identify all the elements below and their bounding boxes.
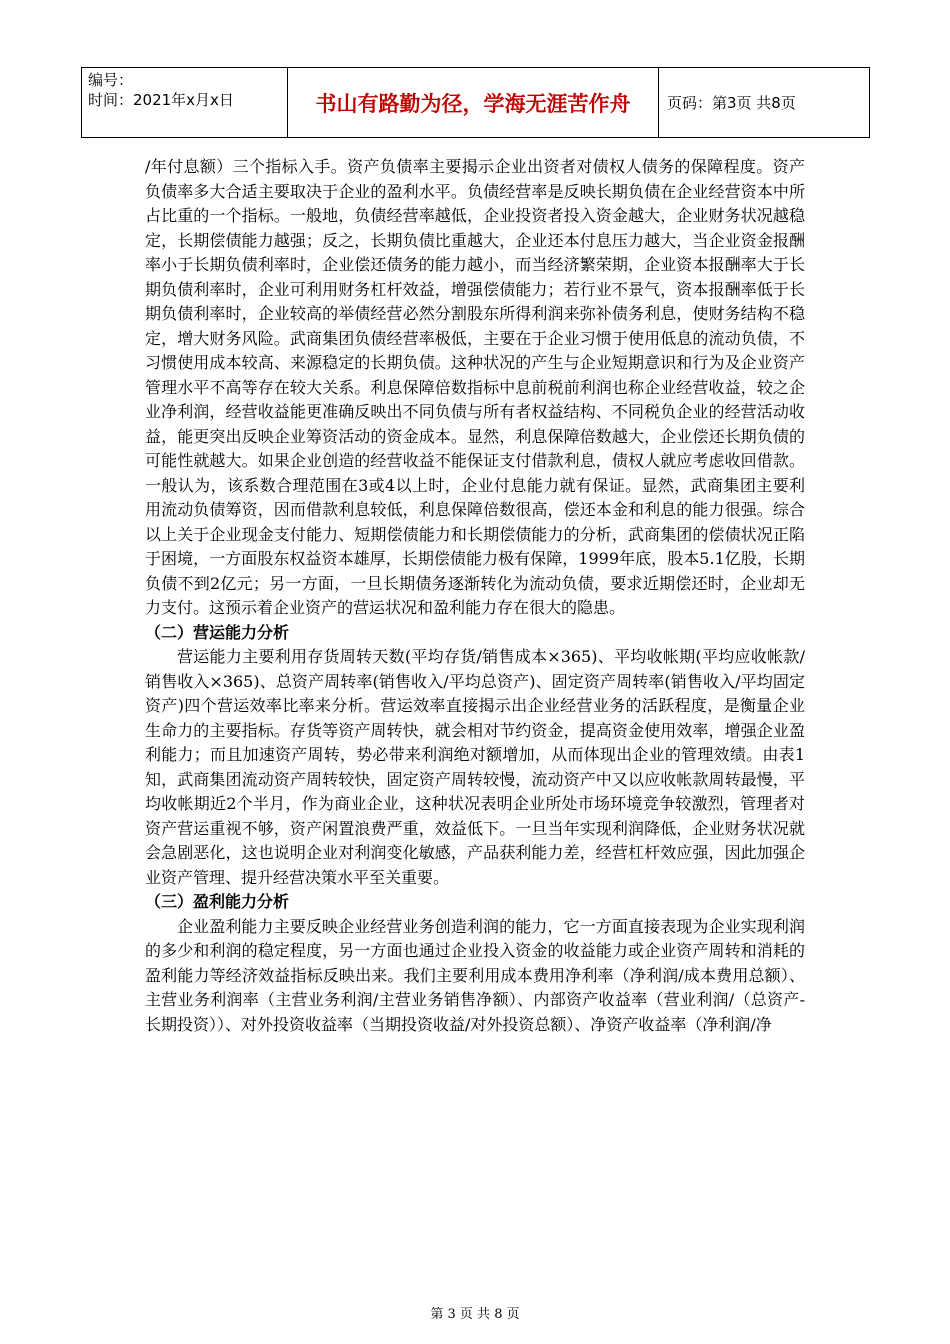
paragraph-2: 营运能力主要利用存货周转天数(平均存货/销售成本×365)、平均收帐期(平均应收帐款/销售收入×365)、总资产周转率(销售收入/平均总资产)、固定资产周转率(销售收入/平均固定资产)四个营运效率比率来分析。营运效率直接揭示出企业经营业务的活跃程度，是衡量企业生命力的主要指标。存货等资产周转快，就会相对节约资金，提高资金使用效率，增强企业盈利能力；而且加速资产周转，势必带来利润绝对额增加，从而体现出企业的管理效绩。由表1知，武商集团流动资产周转较快，固定资产周转较慢，流动资产中又以应收帐款周转最慢，平均收帐期近2个半月，作为商业企业，这种状况表明企业所处市场环境竞争较激烈，管理者对资产营运重视不够，资产闲置浪费严重，效益低下。一旦当年实现利润降低，企业财务状况就会急剧恶化，这也说明企业对利润变化敏感，产品获利能力差，经营杠杆效应强，因此加强企业资产管理、提升经营决策水平至关重要。 bbox=[145, 647, 805, 887]
page-footer: 第 3 页 共 8 页 bbox=[430, 1307, 520, 1322]
page-header bbox=[81, 67, 870, 138]
section-heading-profitability: （三）盈利能力分析 bbox=[145, 892, 290, 911]
number-label: 编号： bbox=[88, 71, 134, 89]
date-label: 时间：2021年x月x日 bbox=[88, 91, 234, 109]
paragraph-1: /年付息额）三个指标入手。资产负债率主要揭示企业出资者对债权人债务的保障程度。资产负债率多大合适主要取决于企业的盈利水平。负债经营率是反映长期负债在企业经营资本中所占比重的一个指标。一般地，负债经营率越低，企业投资者投入资金越大，企业财务状况越稳定，长期偿债能力越强；反之，长期负债比重越大，企业还本付息压力越大，当企业资金报酬率小于长期负债利率时，企业偿还债务的能力越小，而当经济繁荣期，企业资本报酬率大于长期负债利率时，企业可利用财务杠杆效益，增强偿债能力；若行业不景气，资本报酬率低于长期负债利率时，企业较高的举债经营必然分割股东所得利润来弥补债务利息，使财务结构不稳定，增大财务风险。武商集团负债经营率极低，主要在于企业习惯于使用低息的流动负债，不习惯使用成本较高、来源稳定的长期负债。这种状况的产生与企业短期意识和行为及企业资产管理水平不高等存在较大关系。利息保障倍数指标中息前税前利润也称企业经营收益，较之企业净利润，经营收益能更准确反映出不同负债与所有者权益结构、不同税负企业的经营活动收益，能更突出反映企业筹资活动的资金成本。显然，利息保障倍数越大，企业偿还长期负债的可能性就越大。如果企业创造的经营收益不能保证支付借款利息，债权人就应考虑收回借款。一般认为，该系数合理范围在3或4以上时，企业付息能力就有保证。显然，武商集团主要利用流动负债筹资，因而借款利息较低，利息保障倍数很高，偿还本金和利息的能力很强。综合以上关于企业现金支付能力、短期偿债能力和长期偿债能力的分析，武商集团的偿债状况正陷于困境，一方面股东权益资本雄厚，长期偿债能力极有保障，1999年底，股本5.1亿股，长期负债不到2亿元；另一方面，一旦长期债务逐渐转化为流动负债，要求近期偿还时，企业却无力支付。这预示着企业资产的营运状况和盈利能力存在很大的隐患。 bbox=[145, 157, 805, 617]
section-heading-operating-capacity: （二）营运能力分析 bbox=[145, 622, 290, 642]
paragraph-3: 企业盈利能力主要反映企业经营业务创造利润的能力，它一方面直接表现为企业实现利润的多少和利润的稳定程度，另一方面也通过企业投入资金的收益能力或企业资产周转和消耗的盈利能力等经济效益指标反映出来。我们主要利用成本费用净利率（净利润/成本费用总额）、主营业务利润率（主营业务利润/主营业务销售净额）、内部资产收益率（营业利润/（总资产-长期投资））、对外投资收益率（当期投资收益/对外投资总额）、净资产收益率（净利润/净 bbox=[145, 916, 805, 1034]
header-page-label: 页码：第3页 共8页 bbox=[667, 94, 796, 112]
document-body bbox=[145, 155, 805, 1037]
header-motto: 书山有路勤为径，学海无涯苦作舟 bbox=[288, 68, 659, 137]
header-meta bbox=[82, 68, 288, 137]
